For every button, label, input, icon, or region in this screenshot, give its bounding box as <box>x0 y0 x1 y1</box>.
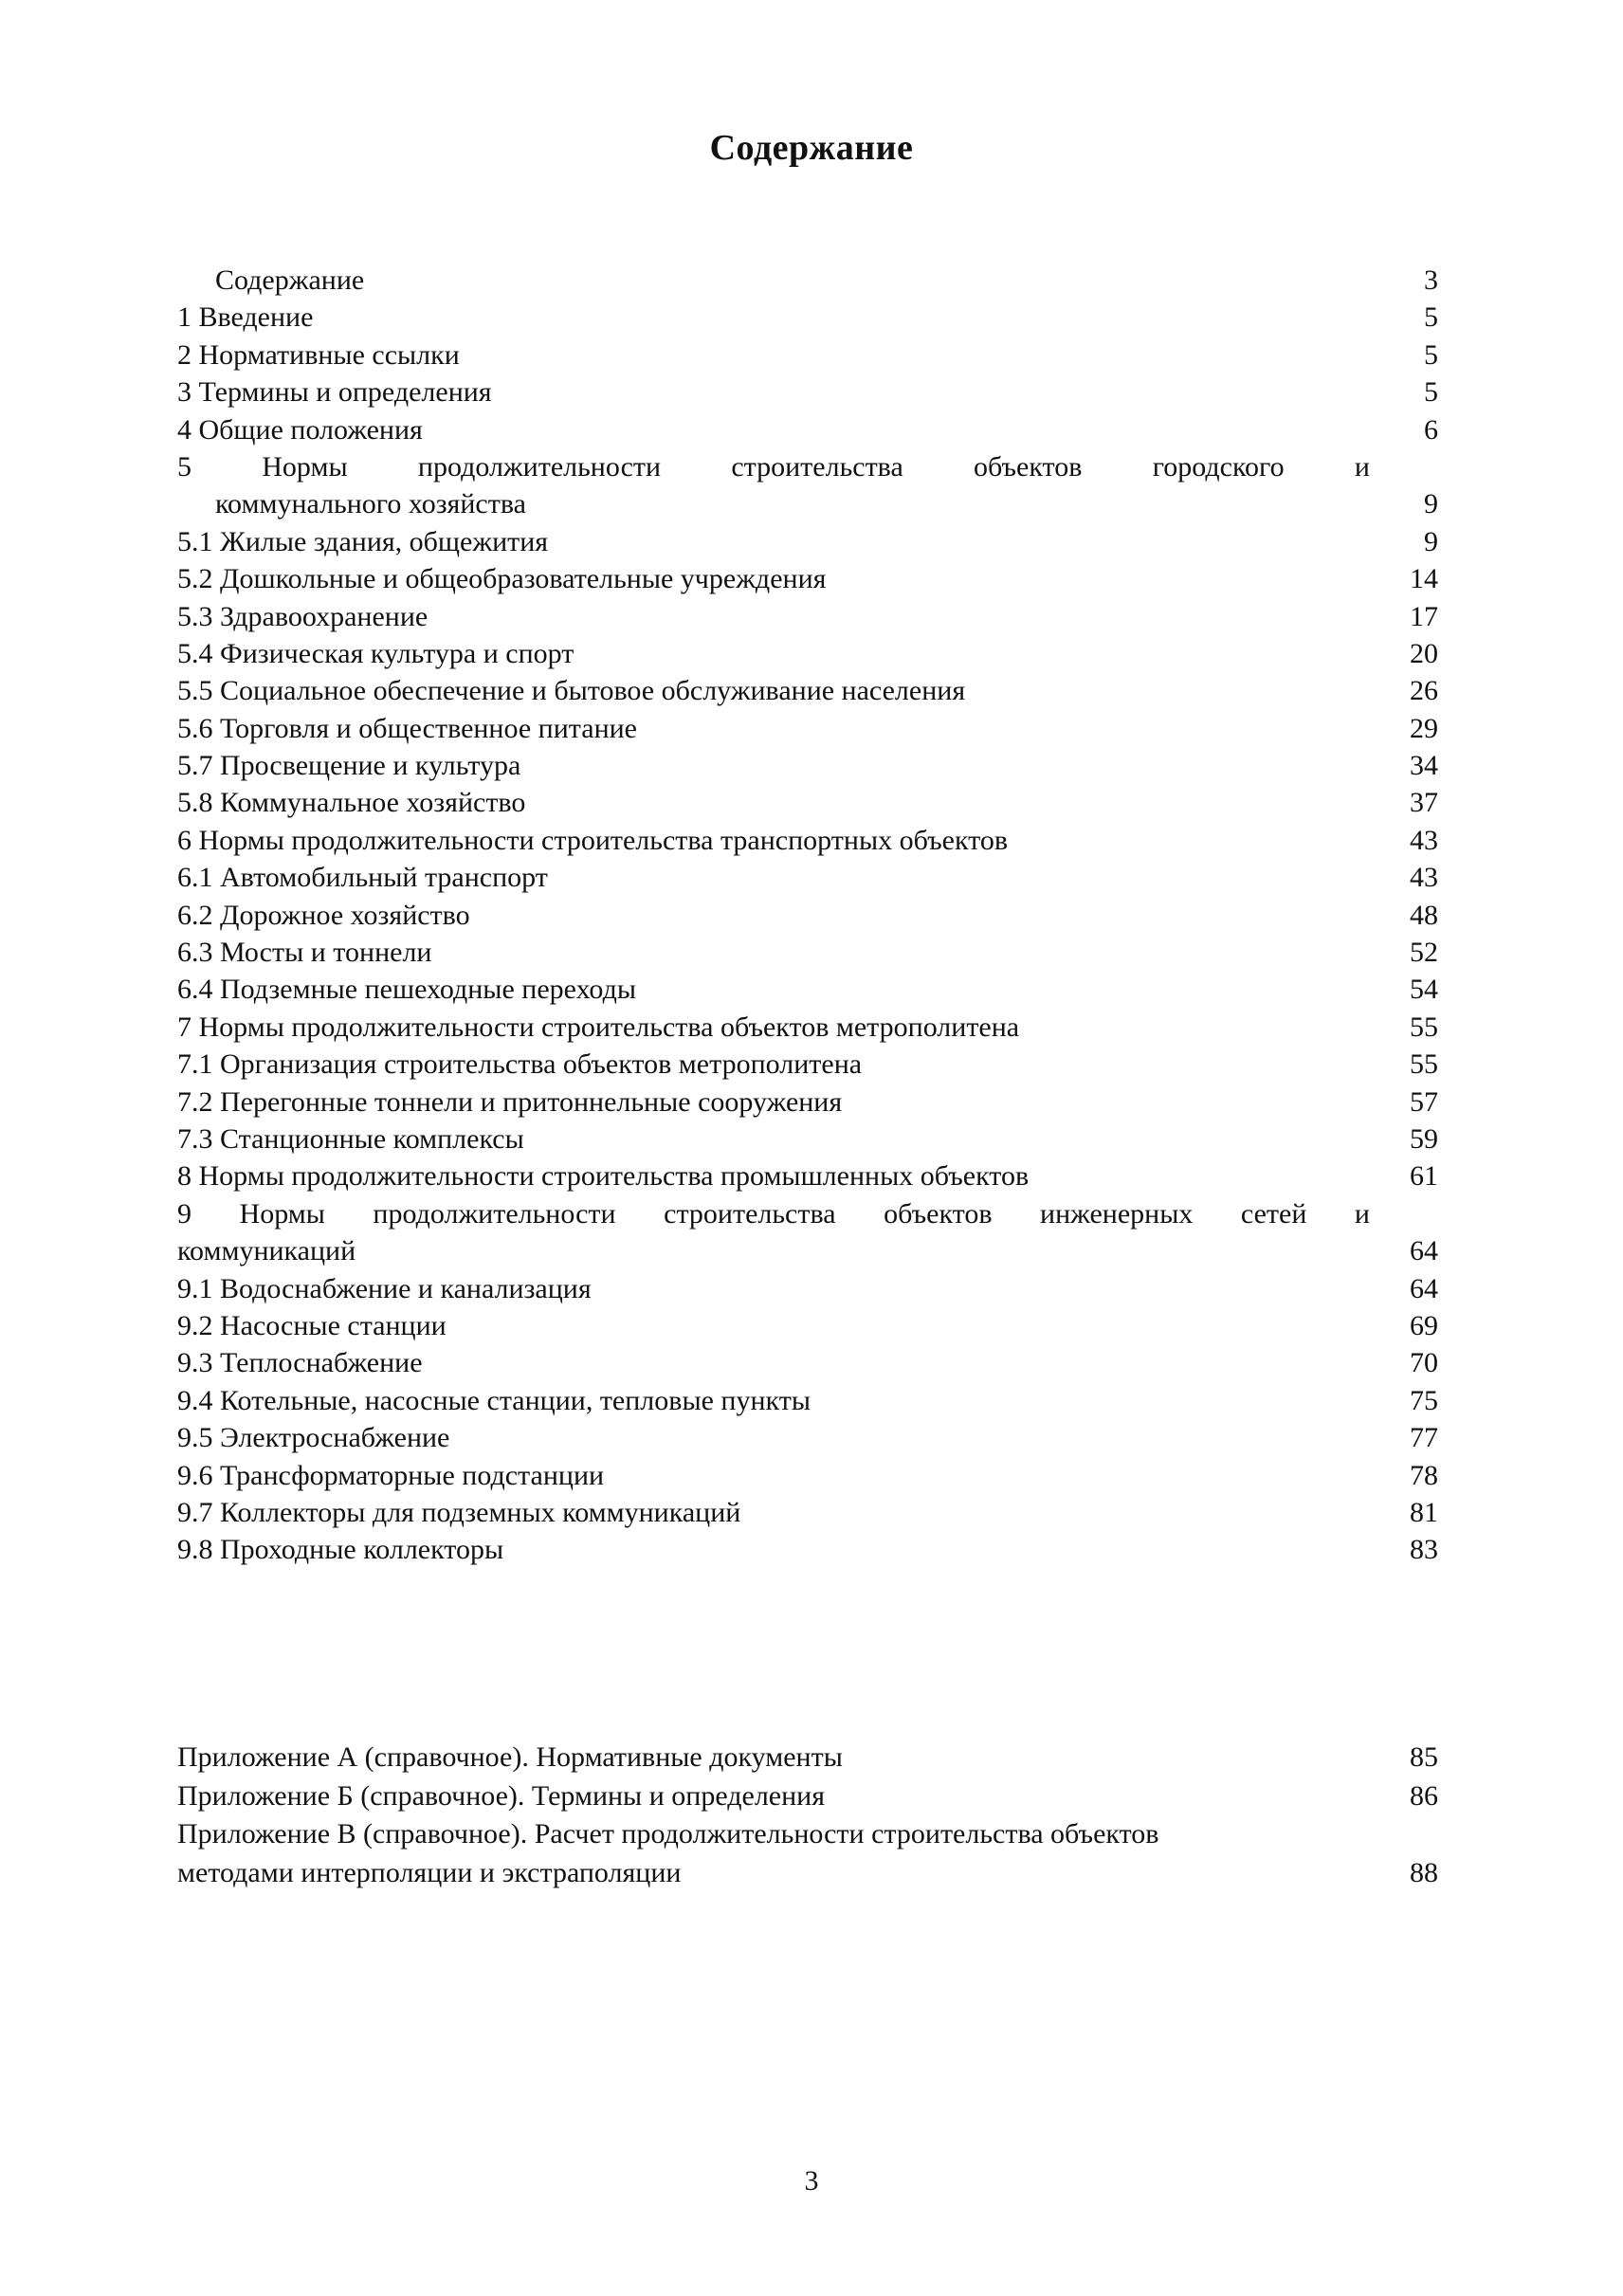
toc-entry-text: 5.7 Просвещение и культура <box>177 750 521 782</box>
toc-entry-text: 9.1 Водоснабжение и канализация <box>177 1272 592 1304</box>
toc-entry-text: 5.3 Здравоохранение <box>177 600 429 632</box>
toc-entry <box>177 1344 1438 1381</box>
toc-entry-word: инженерных <box>1040 1197 1194 1230</box>
toc-entry-text: 7.1 Организация строительства объектов метрополитена <box>177 1048 863 1081</box>
toc-entry-page: 55 <box>1410 1048 1438 1081</box>
toc-entry <box>177 1232 1438 1269</box>
toc-entry-word: городского <box>1152 450 1285 483</box>
toc-entry-text: Приложение А (справочное). Нормативные документы <box>177 1741 843 1773</box>
toc-entry-page: 54 <box>1410 974 1438 1006</box>
table-of-contents <box>177 262 1438 1569</box>
toc-entry-text: 6.4 Подземные пешеходные переходы <box>177 974 636 1006</box>
toc-entry-text: 5.8 Коммунальное хозяйство <box>177 787 526 819</box>
toc-entry <box>177 971 1438 1008</box>
toc-entry <box>177 374 1438 410</box>
toc-entry-word: продолжительности <box>417 450 662 483</box>
toc-entry-word: сетей <box>1240 1197 1307 1230</box>
toc-entry <box>177 1195 1438 1232</box>
toc-entry-word: продолжительности <box>373 1197 616 1230</box>
toc-entry-word: и <box>1354 1197 1370 1230</box>
toc-entry-text: 5.2 Дошкольные и общеобразовательные учреждения <box>177 563 827 595</box>
toc-entry <box>177 262 1438 299</box>
toc-entry-page: 26 <box>1410 675 1438 707</box>
toc-entry-text: методами интерполяции и экстраполяции <box>177 1856 682 1888</box>
toc-entry-text: 5.5 Социальное обеспечение и бытовое обслуживание населения <box>177 675 966 707</box>
toc-entry-text: коммунального хозяйства <box>215 488 526 520</box>
toc-entry <box>177 1854 1438 1893</box>
toc-entry-page: 77 <box>1410 1422 1438 1454</box>
page-number: 3 <box>804 2165 819 2196</box>
toc-entry <box>177 1739 1438 1777</box>
toc-entry-text: Приложение В (справочное). Расчет продолжительности строительства объектов <box>177 1818 1159 1850</box>
toc-entry <box>177 448 1438 485</box>
toc-entry-page: 52 <box>1410 937 1438 969</box>
toc-entry-page: 17 <box>1410 600 1438 632</box>
toc-entry-page: 57 <box>1410 1085 1438 1118</box>
toc-entry-page: 59 <box>1410 1122 1438 1155</box>
toc-entry-page: 43 <box>1410 862 1438 894</box>
toc-entry-text: Содержание <box>215 264 365 296</box>
toc-entry-text: коммуникаций <box>177 1235 356 1267</box>
toc-entry-word: строительства <box>731 450 903 483</box>
toc-entry <box>177 784 1438 821</box>
toc-entry-page: 48 <box>1410 899 1438 931</box>
toc-entry-text: 9.4 Котельные, насосные станции, тепловые пункты <box>177 1384 811 1416</box>
toc-entry-text: 7 Нормы продолжительности строительства объектов метрополитена <box>177 1011 1020 1043</box>
toc-entry <box>177 1777 1438 1816</box>
toc-entry <box>177 560 1438 597</box>
toc-entry-text: 3 Термины и определения <box>177 376 492 409</box>
toc-entry-text: 7.2 Перегонные тоннели и притоннельные сооружения <box>177 1085 843 1118</box>
toc-entry-page: 5 <box>1424 301 1438 334</box>
toc-entry <box>177 897 1438 934</box>
toc-entry-word: и <box>1354 450 1370 483</box>
toc-entry-page: 75 <box>1410 1384 1438 1416</box>
toc-entry-word: Нормы <box>239 1197 325 1230</box>
toc-entry <box>177 299 1438 336</box>
toc-entry-page: 34 <box>1410 750 1438 782</box>
toc-entry <box>177 1009 1438 1046</box>
toc-entry-page: 14 <box>1410 563 1438 595</box>
toc-entry-page: 78 <box>1410 1459 1438 1491</box>
toc-entry <box>177 1084 1438 1121</box>
page-title: Содержание <box>709 128 914 168</box>
toc-entry-word: 9 <box>177 1197 191 1230</box>
toc-entry-page: 69 <box>1410 1309 1438 1341</box>
toc-entry-text: 9.7 Коллекторы для подземных коммуникаций <box>177 1496 741 1528</box>
toc-entry-text: 1 Введение <box>177 301 314 334</box>
toc-entry <box>177 523 1438 560</box>
toc-entry-text: 9.2 Насосные станции <box>177 1309 447 1341</box>
toc-entry-page: 88 <box>1410 1856 1438 1888</box>
toc-entry-text: 8 Нормы продолжительности строительства промышленных объектов <box>177 1160 1030 1193</box>
toc-entry-text: 6.2 Дорожное хозяйство <box>177 899 470 931</box>
toc-entry <box>177 859 1438 896</box>
toc-entry-text: 6 Нормы продолжительности строительства транспортных объектов <box>177 824 1009 856</box>
toc-entry-page: 85 <box>1410 1741 1438 1773</box>
toc-entry-page: 83 <box>1410 1534 1438 1566</box>
toc-entry-text: 4 Общие положения <box>177 413 423 446</box>
toc-entry-page: 6 <box>1424 413 1438 446</box>
toc-entry-word: строительства <box>664 1197 836 1230</box>
toc-entry <box>177 485 1438 522</box>
toc-entry <box>177 635 1438 672</box>
toc-entry-word: объектов <box>884 1197 993 1230</box>
appendix-list <box>177 1739 1438 1892</box>
toc-entry-text: 5.1 Жилые здания, общежития <box>177 525 549 557</box>
toc-entry-text: 9.3 Теплоснабжение <box>177 1347 423 1379</box>
toc-entry-page: 5 <box>1424 338 1438 371</box>
toc-entry-page: 20 <box>1410 637 1438 669</box>
toc-entry-page: 61 <box>1410 1160 1438 1193</box>
toc-entry <box>177 1419 1438 1456</box>
toc-entry-page: 64 <box>1410 1272 1438 1304</box>
toc-entry-text: 5.6 Торговля и общественное питание <box>177 712 637 744</box>
toc-entry-text <box>177 448 1370 485</box>
toc-entry-text: 2 Нормативные ссылки <box>177 338 460 371</box>
toc-entry <box>177 1270 1438 1307</box>
toc-entry <box>177 1494 1438 1531</box>
toc-entry-page: 81 <box>1410 1496 1438 1528</box>
toc-entry <box>177 1157 1438 1194</box>
toc-entry-page: 9 <box>1424 488 1438 520</box>
toc-entry <box>177 672 1438 709</box>
toc-entry-page: 64 <box>1410 1235 1438 1267</box>
toc-entry-page: 29 <box>1410 712 1438 744</box>
toc-entry-text: 9.5 Электроснабжение <box>177 1422 450 1454</box>
toc-entry-text: Приложение Б (справочное). Термины и определения <box>177 1779 826 1812</box>
toc-entry-page: 43 <box>1410 824 1438 856</box>
toc-entry-text: 9.6 Трансформаторные подстанции <box>177 1459 605 1491</box>
toc-entry <box>177 1815 1438 1854</box>
toc-entry <box>177 1046 1438 1083</box>
toc-entry <box>177 710 1438 747</box>
toc-entry <box>177 747 1438 784</box>
toc-entry <box>177 1121 1438 1157</box>
toc-entry <box>177 337 1438 374</box>
toc-entry <box>177 934 1438 971</box>
toc-entry-word: 5 <box>177 450 191 483</box>
toc-entry <box>177 1307 1438 1344</box>
toc-entry <box>177 822 1438 859</box>
toc-entry-page: 86 <box>1410 1779 1438 1812</box>
toc-entry <box>177 411 1438 448</box>
toc-entry-page: 5 <box>1424 376 1438 409</box>
toc-entry <box>177 1531 1438 1568</box>
toc-entry <box>177 598 1438 635</box>
toc-entry-page: 55 <box>1410 1011 1438 1043</box>
toc-entry-page: 70 <box>1410 1347 1438 1379</box>
toc-entry-text: 9.8 Проходные коллекторы <box>177 1534 504 1566</box>
toc-entry-word: объектов <box>974 450 1083 483</box>
toc-entry-text <box>177 1195 1370 1232</box>
toc-entry <box>177 1457 1438 1494</box>
toc-entry <box>177 1382 1438 1419</box>
toc-entry-text: 5.4 Физическая культура и спорт <box>177 637 574 669</box>
toc-entry-page: 9 <box>1424 525 1438 557</box>
toc-entry-text: 6.1 Автомобильный транспорт <box>177 862 548 894</box>
toc-entry-word: Нормы <box>262 450 348 483</box>
toc-entry-page: 37 <box>1410 787 1438 819</box>
toc-entry-text: 7.3 Станционные комплексы <box>177 1122 524 1155</box>
toc-entry-text: 6.3 Мосты и тоннели <box>177 937 432 969</box>
toc-entry-page: 3 <box>1424 264 1438 296</box>
